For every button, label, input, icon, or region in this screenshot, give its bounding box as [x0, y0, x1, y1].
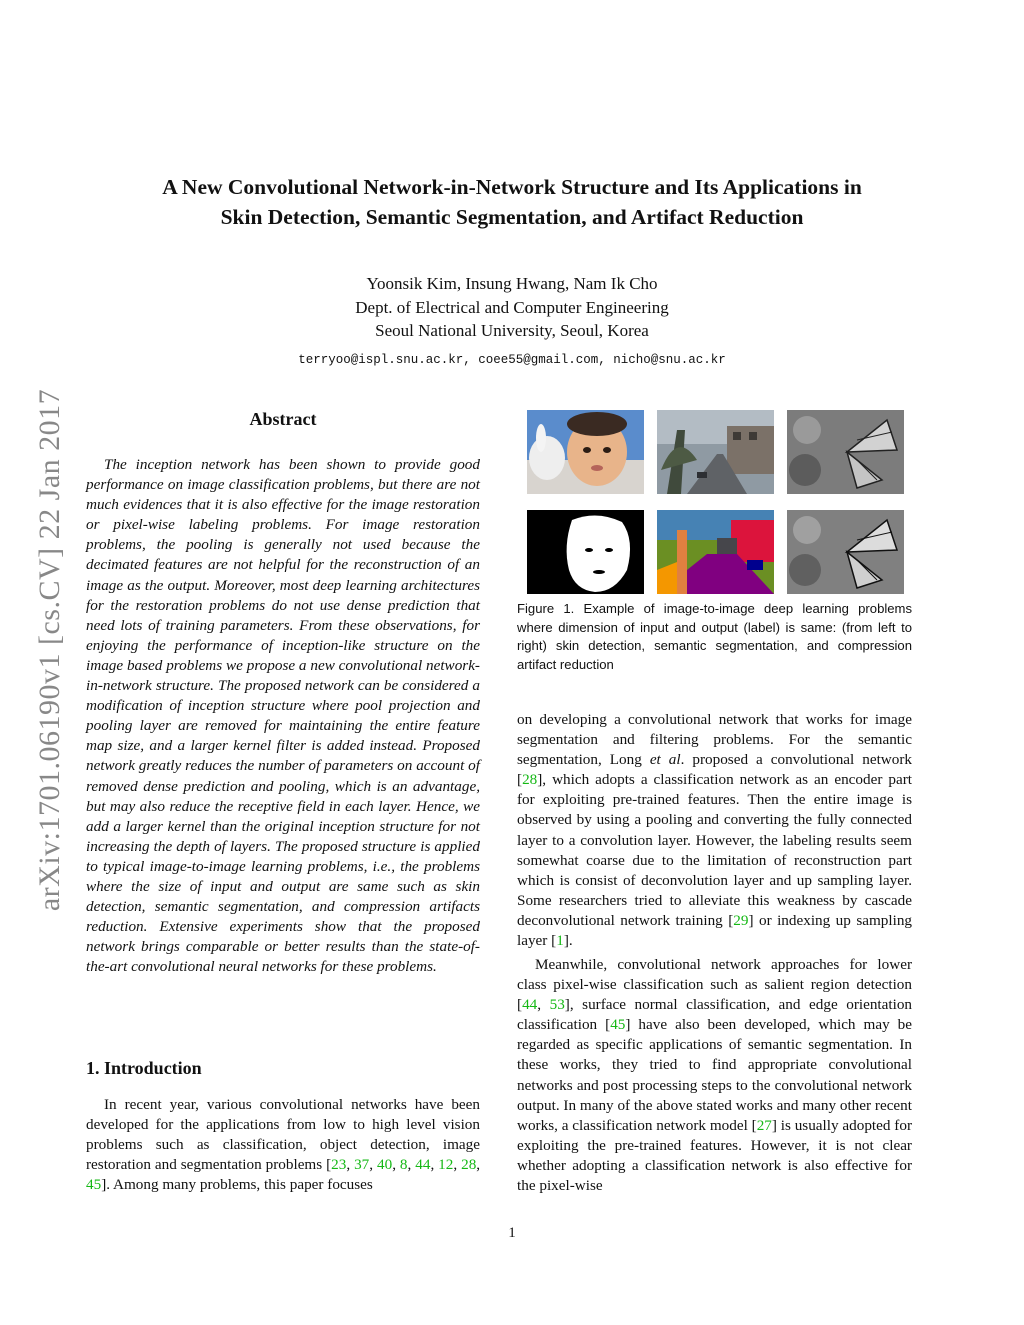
citation-link[interactable]: 45	[86, 1176, 102, 1194]
citation-link[interactable]: 44	[415, 1156, 431, 1174]
affiliation-university: Seoul National University, Seoul, Korea	[375, 321, 649, 340]
introduction-paragraph: In recent year, various convolutional networks have been developed for the applications from low to high level vision problems such as classification, object detection, image restoration and segmentation problems [23, 37, 40, 8, 44, 12, 28, 45]. Among many problems, this paper focuses	[86, 1096, 481, 1194]
citation-link[interactable]: 27	[756, 1116, 772, 1134]
citation-link[interactable]: 28	[522, 771, 538, 789]
affiliation-department: Dept. of Electrical and Computer Engineering	[355, 297, 669, 317]
arxiv-identifier: arXiv:1701.06190v1 [cs.CV] 22 Jan 2017	[33, 388, 66, 912]
citation-link[interactable]: 44	[522, 996, 538, 1014]
arxiv-sidebar	[30, 360, 70, 940]
citation-link[interactable]: 8	[399, 1156, 408, 1174]
author-names: Yoonsik Kim, Insung Hwang, Nam Ik Cho	[366, 274, 658, 293]
paper-title	[90, 172, 934, 232]
abstract-heading: Abstract	[249, 409, 317, 429]
citation-link[interactable]: 40	[377, 1156, 393, 1174]
figure-1-grid	[527, 410, 902, 595]
baby-face-input-image	[527, 410, 644, 494]
title-line-2: Skin Detection, Semantic Segmentation, and Artifact Reduction	[220, 205, 804, 229]
page-number: 1	[508, 1225, 516, 1241]
butterfly-restored-label-image	[787, 510, 904, 594]
right-column-paragraph-2: Meanwhile, convolutional network approaches for lower class pixel-wise classification such as salient region detection [44, 53], surface normal classification, and edge orientation classification [45] have also been developed, which may be regarded as specific applications of semantic segmentation. In these works, they tried to find appropriate convolutional networks and post processing steps to the convolutional network output. In many of the above stated works and many other recent works, a classification network model [27] is usually adopted for exploiting the pre-trained features. However, it is not clear whether adopting a classification network is also effective for the pixel-wise	[517, 956, 913, 1195]
citation-link[interactable]: 37	[354, 1156, 370, 1174]
citation-link[interactable]: 12	[438, 1156, 454, 1174]
citation-link[interactable]: 53	[549, 996, 565, 1014]
abstract-text: The inception network has been shown to provide good performance on image classification problems, but there are not much evidences that it is also effective for the image restoration or pixel-wise labeling problems. For image restoration problems, the pooling is generally not used because the decimated features are not helpful for the reconstruction of an image as the output. Moreover, most deep learning architectures for the restoration problems do not use dense prediction that need lots of training parameters. From these observations, for enjoying the performance of inception-like structure on the image based problems we propose a new convolutional network-in-network structure. The proposed network can be considered a modification of inception structure where pool projection and pooling layer are removed for maintaining the entire feature map size, and a larger kernel filter is added instead. Proposed network greatly reduces the number of parameters on account of removed dense prediction and pooling, which is an advantage, but may also reduce the receptive field in each layer. Hence, we add a larger kernel than the original inception structure for not increasing the depth of layers. The proposed structure is applied to typical image-to-image learning problems, i.e., the problems where the size of input and output are same such as skin detection, semantic segmentation, and compression artifacts reduction. Extensive experiments show that the proposed network brings comparable or better results than the state-of-the-art convolutional neural networks for these problems.	[86, 456, 480, 976]
figure-1-caption: Figure 1. Example of image-to-image deep learning problems where dimension of input and output (label) is same: (from left to right) skin detection, semantic segmentation, and compression artifact reduction	[517, 601, 912, 672]
citation-link[interactable]: 1	[556, 932, 564, 950]
introduction-citations: 23, 37, 40, 8, 44, 12, 28, 45	[86, 1156, 481, 1194]
introduction-heading: 1. Introduction	[86, 1058, 202, 1078]
butterfly-compressed-input-image	[787, 410, 904, 494]
author-block	[0, 272, 1024, 372]
citation-link[interactable]: 45	[610, 1016, 626, 1034]
right-column-paragraph-1: on developing a convolutional network that works for image segmentation and filtering problems. For the semantic segmentation, Long et al. proposed a convolutional network [28], which adopts a classification network as an encoder part for exploiting pre-trained features. Then the entire image is observed by using a pooling and converting the fully connected layer to a convolution layer. However, the labeling results seem somewhat coarse due to the limitation of reconstruction part which is consist of deconvolution layer and up sampling layer. Some researchers tried to alleviate this weakness by cascade deconvolutional network training [29] or indexing up sampling layer [1].	[517, 711, 913, 950]
citation-link[interactable]: 23	[331, 1156, 347, 1174]
segmentation-label-image	[657, 510, 774, 594]
author-emails: terryoo@ispl.snu.ac.kr, coee55@gmail.com, nicho@snu.ac.kr	[298, 352, 726, 367]
citation-link[interactable]: 29	[733, 911, 749, 929]
street-scene-input-image	[657, 410, 774, 494]
skin-mask-label-image	[527, 510, 644, 594]
citation-link[interactable]: 28	[461, 1156, 477, 1174]
title-line-1: A New Convolutional Network-in-Network Structure and Its Applications in	[162, 175, 862, 199]
